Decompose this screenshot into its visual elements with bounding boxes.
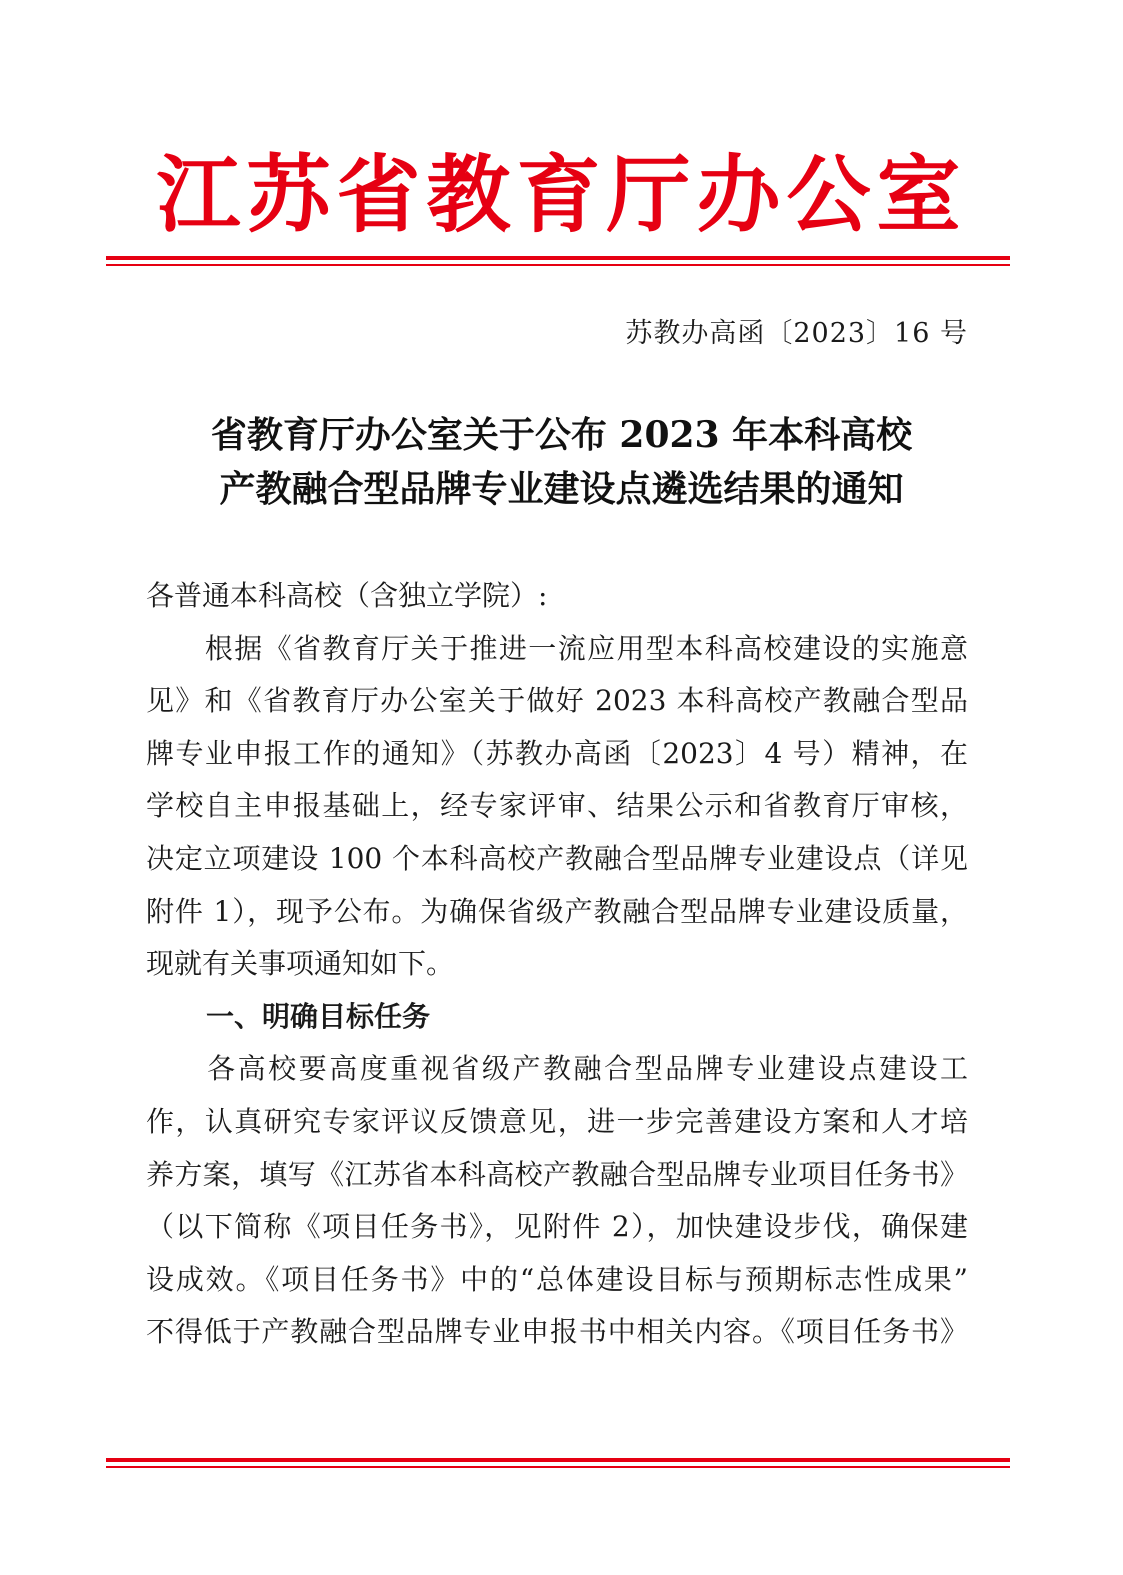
document-title-line-2: 产教融合型品牌专业建设点遴选结果的通知: [219, 468, 904, 510]
header-red-rule: [106, 256, 1010, 266]
paragraph-1-line-1: 根据《省教育厅关于推进一流应用型本科高校建设的实施意: [146, 631, 968, 665]
document-body: [146, 570, 968, 1359]
paragraph-1-line-7: 现就有关事项通知如下。: [146, 947, 455, 981]
paragraph-1-line-5: 决定立项建设 100 个本科高校产教融合型品牌专业建设点（详见: [146, 841, 968, 875]
paragraph-2-line-6: 不得低于产教融合型品牌专业申报书中相关内容。《项目任务书》: [146, 1315, 968, 1349]
paragraph-2-line-5: 设成效。《项目任务书》中的“总体建设目标与预期标志性成果”: [146, 1262, 968, 1296]
office-masthead: 江苏省教育厅办公室: [156, 146, 967, 244]
paragraph-2-line-1: 各高校要高度重视省级产教融合型品牌专业建设点建设工: [146, 1052, 968, 1086]
paragraph-2-line-4: （以下简称《项目任务书》，见附件 2），加快建设步伐，确保建: [146, 1210, 968, 1244]
document-number: 苏教办高函〔2023〕16 号: [625, 318, 968, 349]
paragraph-1-line-4: 学校自主申报基础上，经专家评审、结果公示和省教育厅审核，: [146, 789, 968, 823]
footer-red-rule: [106, 1458, 1010, 1468]
paragraph-1-line-3: 牌专业申报工作的通知》（苏教办高函〔2023〕4 号）精神，在: [146, 736, 968, 770]
document-title-line-1: 省教育厅办公室关于公布 2023 年本科高校: [210, 414, 913, 456]
document-title: [0, 408, 1123, 516]
paragraph-2-line-2: 作，认真研究专家评议反馈意见，进一步完善建设方案和人才培: [146, 1104, 968, 1138]
section-heading-1: 一、明确目标任务: [206, 999, 431, 1033]
paragraph-1-line-6: 附件 1），现予公布。为确保省级产教融合型品牌专业建设质量，: [146, 894, 968, 928]
salutation: 各普通本科高校（含独立学院）:: [146, 579, 548, 612]
paragraph-2-line-3: 养方案，填写《江苏省本科高校产教融合型品牌专业项目任务书》: [146, 1157, 968, 1191]
paragraph-1-line-2: 见》和《省教育厅办公室关于做好 2023 本科高校产教融合型品: [146, 684, 968, 718]
